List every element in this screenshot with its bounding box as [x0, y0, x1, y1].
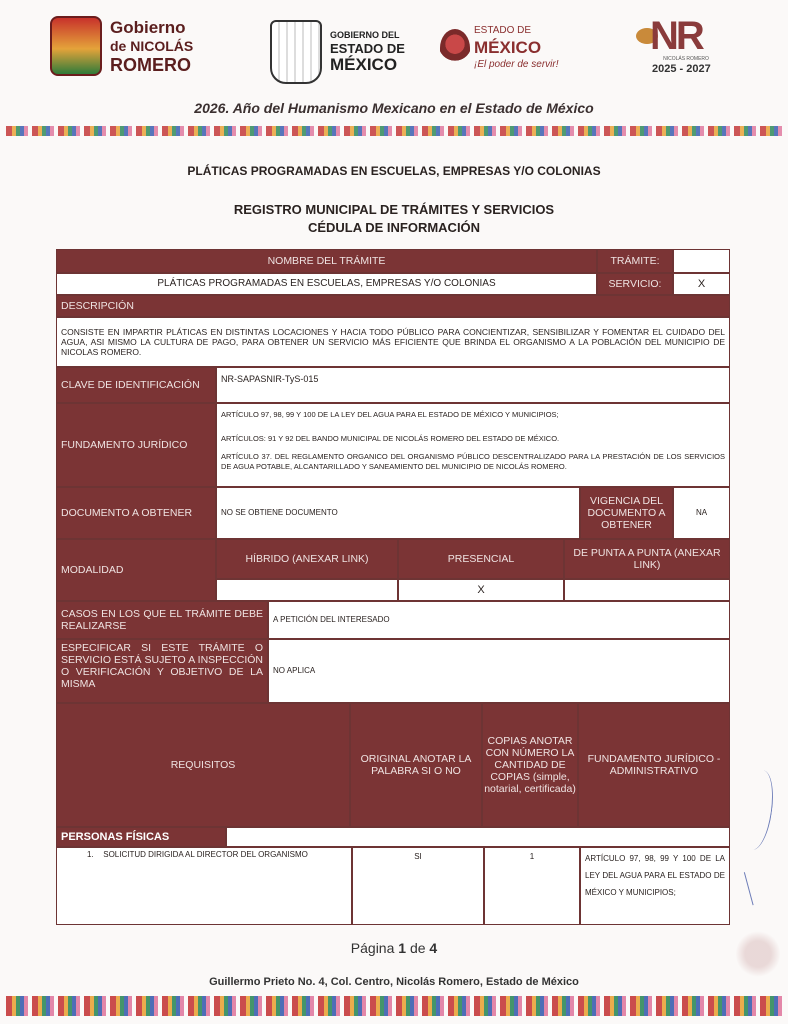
inspeccion-label: ESPECIFICAR SI ESTE TRÁMITE O SERVICIO ESTÁ SUJETO A INSPECCIÓN O VERIFICACIÓN Y OBJETIVO DE LA MISMA [56, 639, 268, 703]
descripcion-value: CONSISTE EN IMPARTIR PLÁTICAS EN DISTINTAS LOCACIONES Y HACIA TODO PÚBLICO PARA CONCIENTIZAR, SENSIBILIZAR Y FOMENTAR EL CUIDADO DEL AGUA, ASI MISMO LA CULTURA DE PAGO, PARA OBTENER UN SERVICIO MÁS EFICIENTE QUE BRINDA EL ORGANISMO A LA POBLACIÓN DEL MUNICIPIO DE NICOLAS ROMERO. [56, 317, 730, 367]
nombre-tramite-value: PLÁTICAS PROGRAMADAS EN ESCUELAS, EMPRESAS Y/O COLONIAS [56, 273, 597, 295]
state-seal-icon [270, 20, 322, 84]
fundamento-item: ARTÍCULO 97, 98, 99 Y 100 DE LA LEY DEL AGUA PARA EL ESTADO DE MÉXICO Y MUNICIPIOS; [221, 410, 559, 419]
modalidad-presencial-value: X [398, 579, 564, 601]
fundamento-admin-header: FUNDAMENTO JURÍDICO - ADMINISTRATIVO [578, 703, 730, 827]
requisito-copias: 1 [484, 847, 580, 925]
footer-address: Guillermo Prieto No. 4, Col. Centro, Nicolás Romero, Estado de México [209, 976, 579, 988]
page-prefix: Página [350, 940, 395, 956]
modalidad-hibrido-value [216, 579, 398, 601]
nr-logo-letters: NR [650, 14, 702, 58]
personas-fisicas-blank [226, 827, 730, 847]
tramite-label: TRÁMITE: [597, 249, 673, 273]
clave-value: NR-SAPASNIR-TyS-015 [216, 367, 730, 403]
personas-fisicas-label: PERSONAS FÍSICAS [56, 827, 226, 847]
casos-value: A PETICIÓN DEL INTERESADO [268, 601, 730, 639]
handwritten-mark [739, 768, 778, 851]
requisitos-header: REQUISITOS [56, 703, 350, 827]
municipal-logo [50, 16, 193, 76]
edomex-logo-line3: ¡El poder de servir! [474, 59, 559, 70]
fundamento-label: FUNDAMENTO JURÍDICO [56, 403, 216, 487]
vigencia-label: VIGENCIA DEL DOCUMENTO A OBTENER [580, 487, 673, 539]
flower-icon [440, 29, 470, 67]
nr-logo-years: 2025 - 2027 [652, 63, 711, 75]
fundamento-item: ARTÍCULOS: 91 Y 92 DEL BANDO MUNICIPAL DE NICOLÁS ROMERO DEL ESTADO DE MÉXICO. [221, 434, 560, 443]
documento-value: NO SE OBTIENE DOCUMENTO [216, 487, 580, 539]
modalidad-presencial-header: PRESENCIAL [398, 539, 564, 579]
state-logo-line3: MÉXICO [330, 55, 398, 74]
modalidad-punta-value [564, 579, 730, 601]
modalidad-punta-header: DE PUNTA A PUNTA (ANEXAR LINK) [564, 539, 730, 579]
municipal-logo-line2: de NICOLÁS [110, 37, 194, 54]
edomex-logo-line1: ESTADO DE [474, 25, 532, 36]
state-logo [270, 20, 405, 84]
nr-administration-logo [636, 14, 730, 76]
servicio-label: SERVICIO: [597, 273, 673, 295]
page-current: 1 [398, 940, 407, 956]
municipal-logo-line3: ROMERO [110, 54, 191, 75]
handwritten-mark [744, 869, 766, 905]
fundamento-item: ARTÍCULO 37. DEL REGLAMENTO ORGANICO DEL ORGANISMO PÚBLICO DESCENTRALIZADO PARA LA PRESTACIÓN DE LOS SERVICIOS DE AGUA POTABLE, ALCANTARILLADO Y SANEAMIENTO DEL MUNICIPIO DE NICOLÁS ROMERO. [221, 452, 725, 471]
documento-label: DOCUMENTO A OBTENER [56, 487, 216, 539]
decorative-border-top [6, 126, 782, 136]
inspeccion-value: NO APLICA [268, 639, 730, 703]
edomex-logo-line2: MÉXICO [474, 38, 542, 57]
fundamento-list [216, 403, 730, 487]
municipal-logo-line1: Gobierno [110, 17, 186, 37]
requisito-text: SOLICITUD DIRIGIDA AL DIRECTOR DEL ORGANISMO [103, 850, 308, 859]
requisito-fundamento: ARTÍCULO 97, 98, 99 Y 100 DE LA LEY DEL AGUA PARA EL ESTADO DE MÉXICO Y MUNICIPIOS; [580, 847, 730, 925]
requisito-original: SI [352, 847, 484, 925]
state-logo-line2: ESTADO DE [330, 41, 405, 56]
modalidad-label: MODALIDAD [56, 539, 216, 601]
requisito-number: 1. [87, 850, 94, 859]
year-motto: 2026. Año del Humanismo Mexicano en el Estado de México [194, 100, 594, 116]
edomex-logo [440, 24, 558, 72]
document-title: PLÁTICAS PROGRAMADAS EN ESCUELAS, EMPRESAS Y/O COLONIAS [187, 164, 601, 178]
tramite-checkbox [673, 249, 730, 273]
vigencia-value: NA [673, 487, 730, 539]
clave-label: CLAVE DE IDENTIFICACIÓN [56, 367, 216, 403]
nombre-tramite-header: NOMBRE DEL TRÁMITE [56, 249, 597, 273]
nr-logo-small: NICOLÁS ROMERO [663, 56, 709, 62]
modalidad-hibrido-header: HÍBRIDO (ANEXAR LINK) [216, 539, 398, 579]
servicio-checkbox: X [673, 273, 730, 295]
page-of: de [409, 940, 426, 956]
descripcion-header: DESCRIPCIÓN [56, 295, 730, 317]
table-row [56, 847, 352, 925]
casos-label: CASOS EN LOS QUE EL TRÁMITE DEBE REALIZARSE [56, 601, 268, 639]
card-title: CÉDULA DE INFORMACIÓN [307, 220, 481, 235]
decorative-border-bottom [6, 996, 782, 1016]
original-header: ORIGINAL ANOTAR LA PALABRA SI O NO [350, 703, 482, 827]
state-logo-line1: GOBIERNO DEL [330, 30, 400, 40]
page-number [0, 940, 788, 956]
registry-title: REGISTRO MUNICIPAL DE TRÁMITES Y SERVICIOS [233, 202, 555, 217]
page-total: 4 [429, 940, 438, 956]
copias-header: COPIAS ANOTAR CON NÚMERO LA CANTIDAD DE COPIAS (simple, notarial, certificada) [482, 703, 578, 827]
municipal-seal-icon [50, 16, 102, 76]
